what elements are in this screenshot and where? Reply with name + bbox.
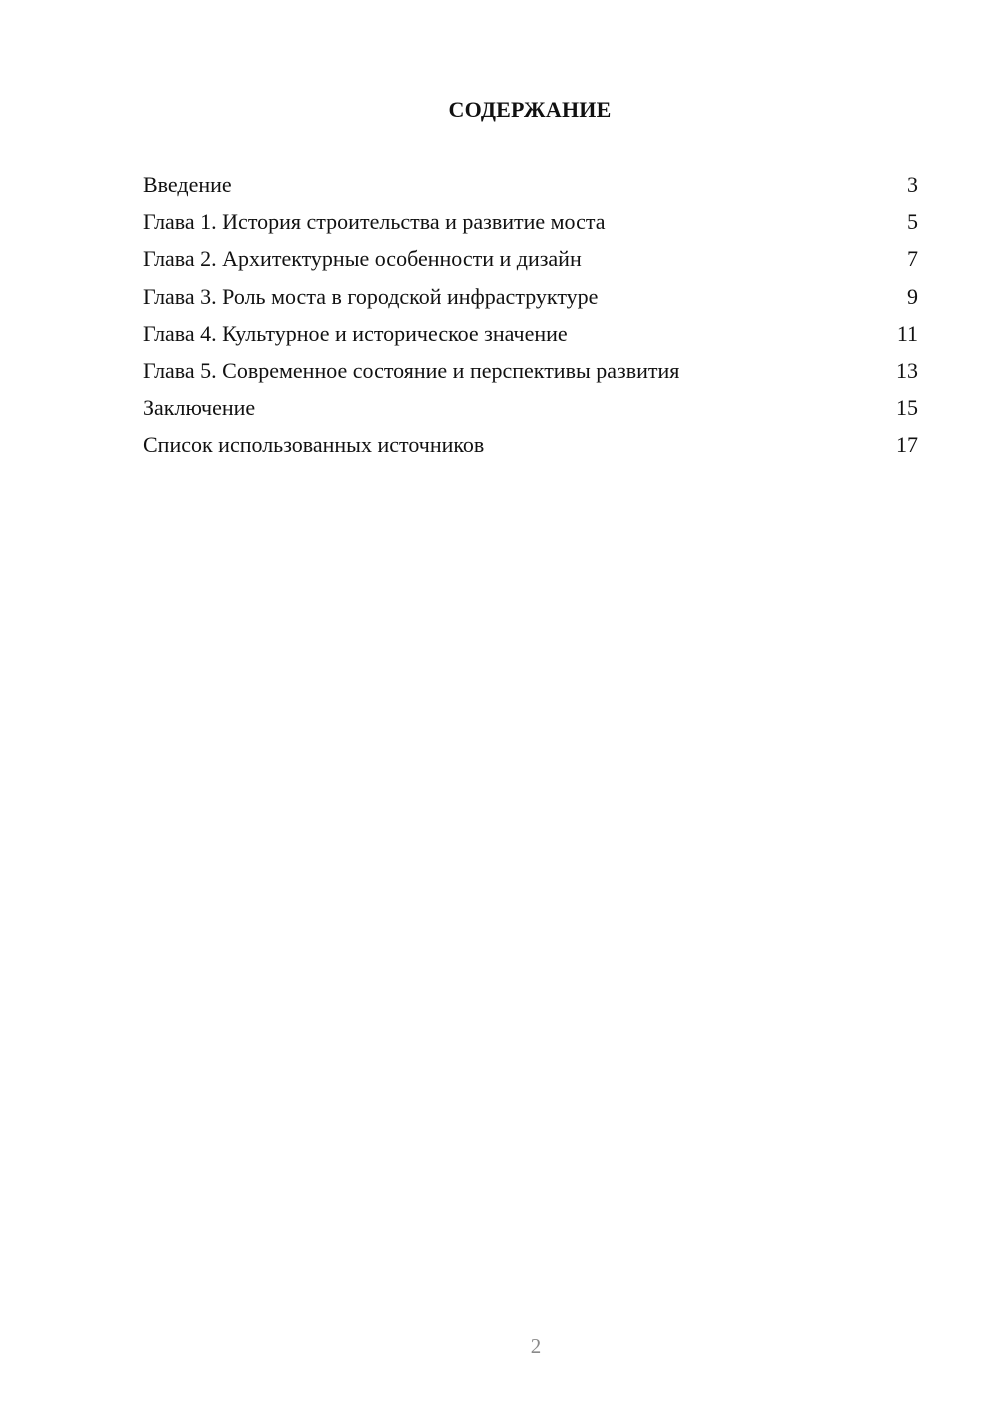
- toc-entry-page: 17: [896, 432, 918, 458]
- toc-entry-chapter-5[interactable]: [143, 356, 918, 393]
- page-number: 2: [530, 1334, 542, 1358]
- toc-entry-chapter-2[interactable]: [143, 244, 918, 281]
- toc-entry-page: 7: [907, 246, 918, 272]
- toc-entry-conclusion[interactable]: [143, 393, 918, 430]
- toc-entry-page: 15: [896, 395, 918, 421]
- toc-entry-page: 9: [907, 283, 918, 309]
- toc-entry-introduction[interactable]: [143, 170, 918, 207]
- toc-entry-chapter-3[interactable]: [143, 282, 918, 319]
- toc-entry-label: Глава 4. Культурное и историческое значение: [143, 320, 568, 346]
- toc-entry-label: Глава 3. Роль моста в городской инфраструктуре: [143, 283, 599, 309]
- toc-entry-page: 5: [907, 209, 918, 235]
- toc-entry-page: 11: [896, 320, 918, 346]
- toc-entry-page: 13: [896, 357, 918, 383]
- toc-entry-label: Глава 1. История строительства и развитие моста: [143, 209, 606, 235]
- toc-entry-label: Введение: [143, 172, 232, 197]
- toc-title: СОДЕРЖАНИЕ: [448, 97, 612, 122]
- toc-entry-label: Список использованных источников: [143, 432, 485, 458]
- toc-entry-references[interactable]: [143, 430, 918, 467]
- toc-list: [143, 170, 918, 468]
- toc-entry-label: Заключение: [143, 395, 256, 421]
- toc-entry-chapter-1[interactable]: [143, 207, 918, 244]
- toc-entry-label: Глава 5. Современное состояние и перспективы развития: [143, 357, 680, 383]
- toc-entry-label: Глава 2. Архитектурные особенности и дизайн: [143, 246, 582, 272]
- toc-entry-page: 3: [907, 172, 918, 197]
- toc-entry-chapter-4[interactable]: [143, 319, 918, 356]
